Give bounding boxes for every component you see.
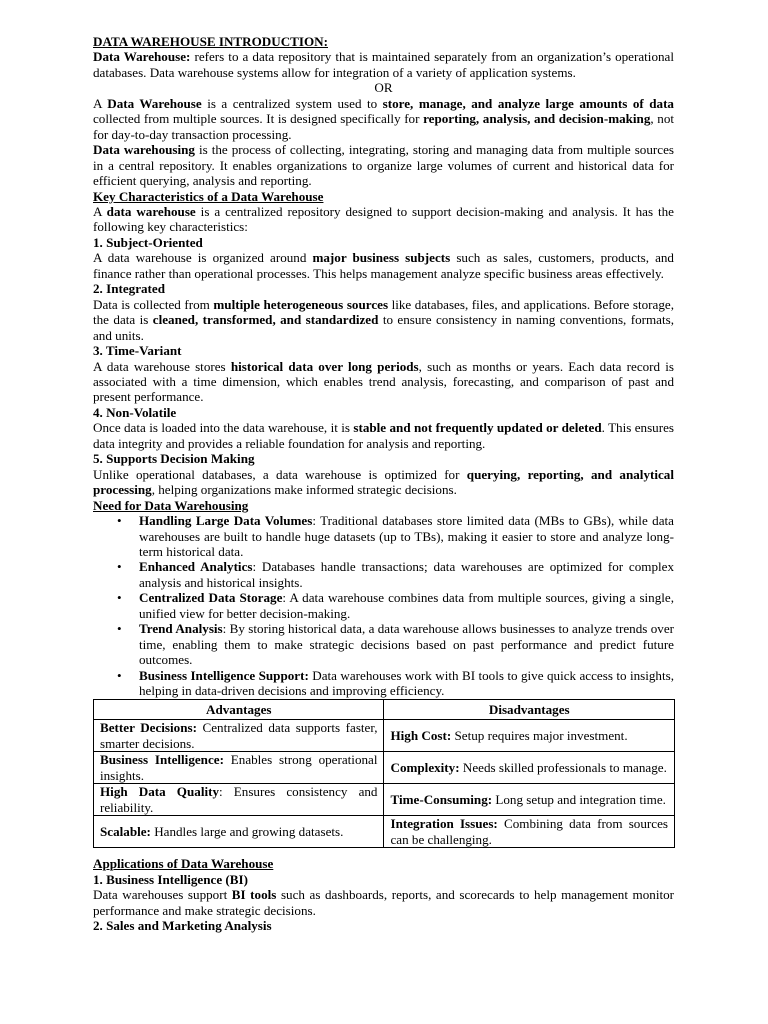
table-header-row bbox=[94, 700, 675, 720]
term: data warehouse bbox=[106, 203, 196, 219]
table-cell bbox=[384, 752, 675, 784]
table-cell bbox=[94, 720, 384, 752]
advantages-disadvantages-table bbox=[93, 699, 675, 848]
table-row bbox=[94, 720, 675, 752]
characteristic-text bbox=[93, 250, 674, 281]
characteristic-title: 5. Supports Decision Making bbox=[93, 451, 255, 467]
term: Better Decisions: bbox=[100, 720, 197, 736]
application-text bbox=[93, 887, 674, 918]
text: A bbox=[93, 203, 107, 219]
table-header: Advantages bbox=[94, 700, 384, 720]
text: : By storing historical data, a data warehouse allows businesses to analyze trends over time, enabling them to make strategic decisions based on past performance and predict future outcomes. bbox=[139, 621, 675, 668]
text: : A data warehouse combines data from multiple sources, giving a single, unified view for better decision-making. bbox=[139, 590, 674, 621]
definition-3 bbox=[93, 142, 674, 188]
text: such as dashboards, reports, and scorecards to help management monitor performance and make strategic decisions. bbox=[93, 887, 674, 918]
emphasis: multiple heterogeneous sources bbox=[213, 296, 389, 312]
characteristic-text bbox=[93, 467, 674, 498]
characteristic-title: 3. Time-Variant bbox=[93, 343, 182, 359]
emphasis: querying, reporting, and analytical processing bbox=[93, 466, 674, 498]
term: High Data Quality bbox=[100, 784, 220, 800]
term: Business Intelligence: bbox=[100, 752, 224, 768]
term: Business Intelligence Support: bbox=[139, 667, 309, 683]
emphasis: store, manage, and analyze large amounts of data bbox=[382, 95, 674, 111]
applications-heading: Applications of Data Warehouse bbox=[93, 856, 274, 872]
emphasis: reporting, analysis, and decision-making bbox=[423, 111, 651, 127]
table-cell bbox=[94, 816, 384, 848]
term: Time-Consuming: bbox=[390, 792, 493, 808]
bullet-icon: • bbox=[117, 667, 122, 683]
text: , such as months or years. Each data record is associated with a time dimension, which enables trend analysis, forecasting, and comparison of past and present performance. bbox=[93, 358, 675, 405]
emphasis: stable and not frequently updated or deleted bbox=[353, 420, 602, 436]
bullet-icon: • bbox=[117, 590, 122, 606]
text: A data warehouse is organized around bbox=[93, 250, 313, 266]
bullet-icon: • bbox=[117, 513, 122, 529]
characteristic-title: 1. Subject-Oriented bbox=[93, 234, 203, 250]
application-title: 2. Sales and Marketing Analysis bbox=[93, 918, 272, 934]
term: Centralized Data Storage bbox=[139, 590, 283, 606]
text: A data warehouse stores bbox=[93, 358, 231, 374]
text: like databases, files, and applications. Before storage, the data is bbox=[93, 296, 674, 328]
text: , helping organizations make informed strategic decisions. bbox=[151, 482, 457, 498]
list-item bbox=[117, 513, 674, 559]
table-row bbox=[94, 752, 675, 784]
table-cell bbox=[384, 816, 675, 848]
text: is a centralized system used to bbox=[201, 95, 383, 111]
characteristic-text bbox=[93, 297, 674, 343]
spacer bbox=[93, 848, 674, 856]
bullet-icon: • bbox=[117, 621, 122, 637]
term: High Cost: bbox=[390, 728, 452, 744]
emphasis: cleaned, transformed, and standardized bbox=[152, 312, 379, 328]
term: Integration Issues: bbox=[390, 816, 498, 832]
text: Data warehouses support bbox=[93, 887, 232, 903]
text: : Traditional databases store limited data (MBs to GBs), while data warehouses are built to handle huge datasets (up to TBs), making it easier to store and analyze long-term historical data. bbox=[139, 513, 674, 559]
table-cell bbox=[94, 752, 384, 784]
table-cell bbox=[384, 784, 675, 816]
text: Data warehouses work with BI tools to give quick access to insights, helping in data-driven decisions and improving efficiency. bbox=[139, 667, 674, 699]
characteristic-text bbox=[93, 359, 674, 405]
text: Centralized data supports faster, smarter decisions. bbox=[100, 720, 378, 751]
text: Handles large and growing datasets. bbox=[150, 823, 344, 839]
table-header: Disadvantages bbox=[384, 700, 675, 720]
table-cell bbox=[384, 720, 675, 752]
emphasis: major business subjects bbox=[312, 250, 451, 266]
list-item bbox=[117, 621, 675, 668]
text: Needs skilled professionals to manage. bbox=[459, 760, 667, 776]
text: A bbox=[93, 95, 108, 111]
list-item bbox=[117, 590, 674, 621]
term: Complexity: bbox=[390, 760, 460, 776]
text: such as sales, customers, products, and finance rather than operational processes. This helps management analyze specific business areas effectively. bbox=[93, 250, 674, 281]
page-title: DATA WAREHOUSE INTRODUCTION: bbox=[93, 34, 328, 49]
term: Handling Large Data Volumes bbox=[139, 513, 313, 529]
text: : Databases handle transactions; data warehouses are optimized for complex analysis and historical insights. bbox=[139, 559, 674, 590]
text: Data is collected from bbox=[93, 296, 214, 312]
emphasis: BI tools bbox=[231, 887, 277, 903]
text: Unlike operational databases, a data warehouse is optimized for bbox=[93, 466, 467, 482]
bullet-icon: • bbox=[117, 559, 122, 575]
table-row bbox=[94, 784, 675, 816]
characteristic-title: 2. Integrated bbox=[93, 281, 166, 297]
text: . This ensures data integrity and provides a reliable foundation for analysis and reporting. bbox=[93, 420, 674, 451]
text: Enables strong operational insights. bbox=[100, 752, 378, 783]
text: Combining data from sources can be challenging. bbox=[390, 816, 668, 847]
definition-text: refers to a data repository that is maintained separately from an organization’s operational databases. Data warehouse systems allow for integration of a variety of application systems. bbox=[93, 49, 674, 80]
application-title: 1. Business Intelligence (BI) bbox=[93, 871, 248, 887]
definition-1 bbox=[93, 49, 674, 80]
term: Data Warehouse: bbox=[93, 49, 191, 65]
characteristic-text bbox=[93, 420, 674, 451]
term: Enhanced Analytics bbox=[139, 559, 253, 575]
list-item bbox=[117, 667, 674, 699]
need-list bbox=[93, 513, 674, 698]
term: Data Warehouse bbox=[107, 95, 202, 111]
need-heading: Need for Data Warehousing bbox=[93, 497, 249, 513]
term: Data warehousing bbox=[93, 142, 195, 158]
or-separator: OR bbox=[374, 80, 393, 96]
emphasis: historical data over long periods bbox=[230, 358, 419, 374]
table-row bbox=[94, 816, 675, 848]
text: Long setup and integration time. bbox=[492, 792, 666, 808]
text: : Ensures consistency and reliability. bbox=[100, 784, 378, 815]
term: Trend Analysis bbox=[139, 621, 223, 637]
text: Once data is loaded into the data warehouse, it is bbox=[93, 420, 354, 436]
text: Setup requires major investment. bbox=[451, 728, 628, 744]
characteristic-title: 4. Non-Volatile bbox=[93, 404, 177, 420]
definition-2 bbox=[93, 96, 674, 142]
text: collected from multiple sources. It is designed specifically for bbox=[93, 111, 424, 127]
text: to ensure consistency in naming conventions, formats, and units. bbox=[93, 312, 674, 343]
text: , not for day-to-day transaction processing. bbox=[93, 111, 674, 142]
table-cell bbox=[94, 784, 384, 816]
list-item bbox=[117, 559, 674, 590]
text: is the process of collecting, integrating, storing and managing data from multiple sources in a central repository. It enables organizations to organize large volumes of current and historical data for efficient querying, analysis and reporting. bbox=[93, 142, 674, 189]
text: is a centralized repository designed to support decision-making and analysis. It has the following key characteristics: bbox=[93, 203, 674, 235]
term: Scalable: bbox=[100, 823, 151, 839]
key-characteristics-heading: Key Characteristics of a Data Warehouse bbox=[93, 188, 324, 204]
key-characteristics-intro bbox=[93, 204, 674, 235]
